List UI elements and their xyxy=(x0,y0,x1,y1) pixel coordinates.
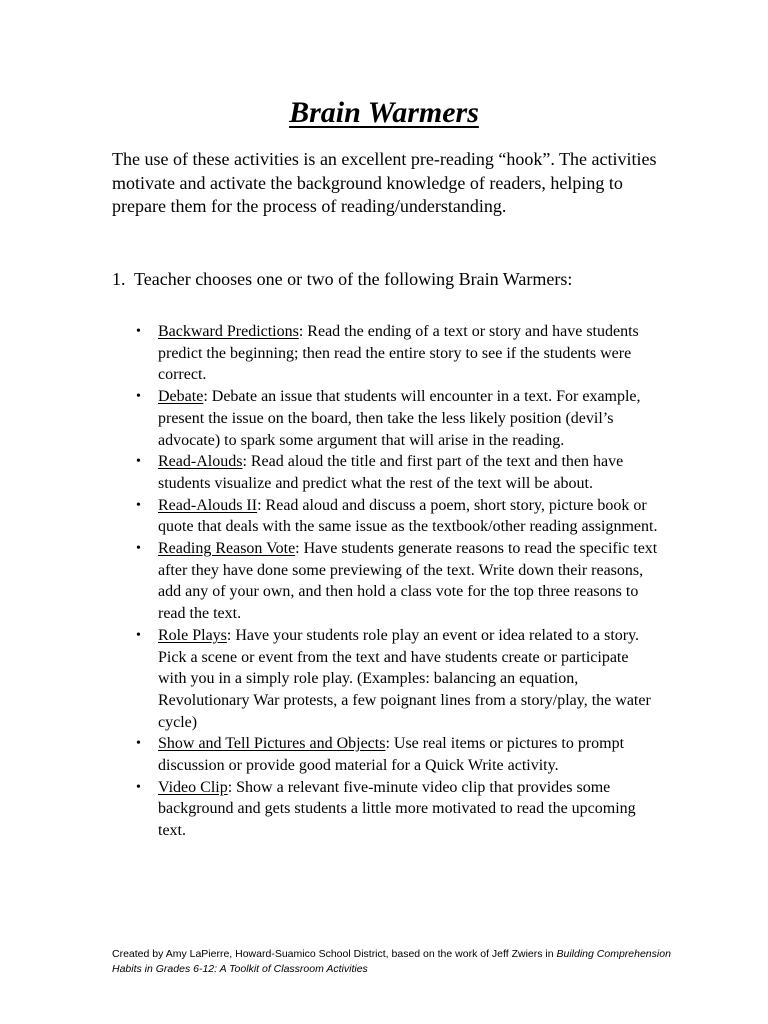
list-item xyxy=(136,386,658,451)
activity-list xyxy=(136,321,658,842)
intro-paragraph: The use of these activities is an excellent pre-reading “hook”. The activities motivate and activate the background knowledge of readers, helping to prepare them for the process of reading/understanding. xyxy=(112,149,657,216)
activity-term: Video Clip xyxy=(158,778,228,796)
activity-description: : Read the ending of a text or story and have students predict the beginning; then read the entire story to see if the students were correct. xyxy=(158,323,639,384)
activity-term: Role Plays xyxy=(158,626,227,644)
step-text: Teacher chooses one or two of the following Brain Warmers: xyxy=(134,269,573,289)
list-item xyxy=(136,495,658,538)
bullet-icon: • xyxy=(136,736,141,752)
activity-term: Debate xyxy=(158,388,204,406)
list-item xyxy=(136,777,658,842)
bullet-icon: • xyxy=(136,324,141,339)
bullet-icon: • xyxy=(136,497,141,513)
activity-description: : Read aloud and discuss a poem, short story, picture book or quote that deals with the same issue as the textbook/other reading assignment. xyxy=(158,496,658,536)
bullet-icon: • xyxy=(136,454,141,470)
list-item xyxy=(136,625,658,734)
activity-description: : Use real items or pictures to prompt discussion or provide good material for a Quick Write activity. xyxy=(158,735,625,775)
activity-term: Show and Tell Pictures and Objects xyxy=(158,735,386,753)
activity-term: Read-Alouds xyxy=(158,453,243,471)
list-item xyxy=(136,733,658,776)
footer-credit xyxy=(112,947,672,976)
activity-description: : Have your students role play an event or idea related to a story. Pick a scene or event from the text and have students create or participate with you in a simply role play. (Examples: balancing an equation, Revolutionary War protests, a few poignant lines from a story/play, the water cycle) xyxy=(158,626,651,731)
list-item xyxy=(136,538,658,625)
footer-book-title: Building Comprehension Habits in Grades 6-12: A Toolkit of Classroom Activities xyxy=(112,948,671,975)
activity-description: : Read aloud the title and first part of the text and then have students visualize and predict what the rest of the text will be about. xyxy=(158,453,624,492)
activity-term: Reading Reason Vote xyxy=(158,540,296,558)
page-title: Brain Warmers xyxy=(289,96,479,129)
bullet-icon: • xyxy=(136,627,141,643)
step-number: 1. xyxy=(112,269,126,289)
activity-description: : Debate an issue that students will encounter in a text. For example, present the issue on the board, then take the less likely position (devil’s advocate) to spark some argument that will arise in the reading. xyxy=(158,388,641,449)
activity-term: Read-Alouds II xyxy=(158,496,258,514)
step-1 xyxy=(112,268,672,291)
activity-description: : Show a relevant five-minute video clip that provides some background and gets students a little more motivated to read the upcoming text. xyxy=(158,778,636,840)
footer-credit-text: Created by Amy LaPierre, Howard-Suamico School District, based on the work of Jeff Zwiers in xyxy=(112,948,557,960)
activity-description: : Have students generate reasons to read the specific text after they have done some previewing of the text. Write down their reasons, add any of your own, and then hold a class vote for the top three reasons to read the text. xyxy=(158,540,658,623)
bullet-icon: • xyxy=(136,541,141,557)
bullet-icon: • xyxy=(136,389,141,405)
activity-term: Backward Predictions xyxy=(158,323,299,340)
bullet-icon: • xyxy=(136,779,141,795)
list-item xyxy=(136,451,658,494)
list-item xyxy=(136,321,658,386)
